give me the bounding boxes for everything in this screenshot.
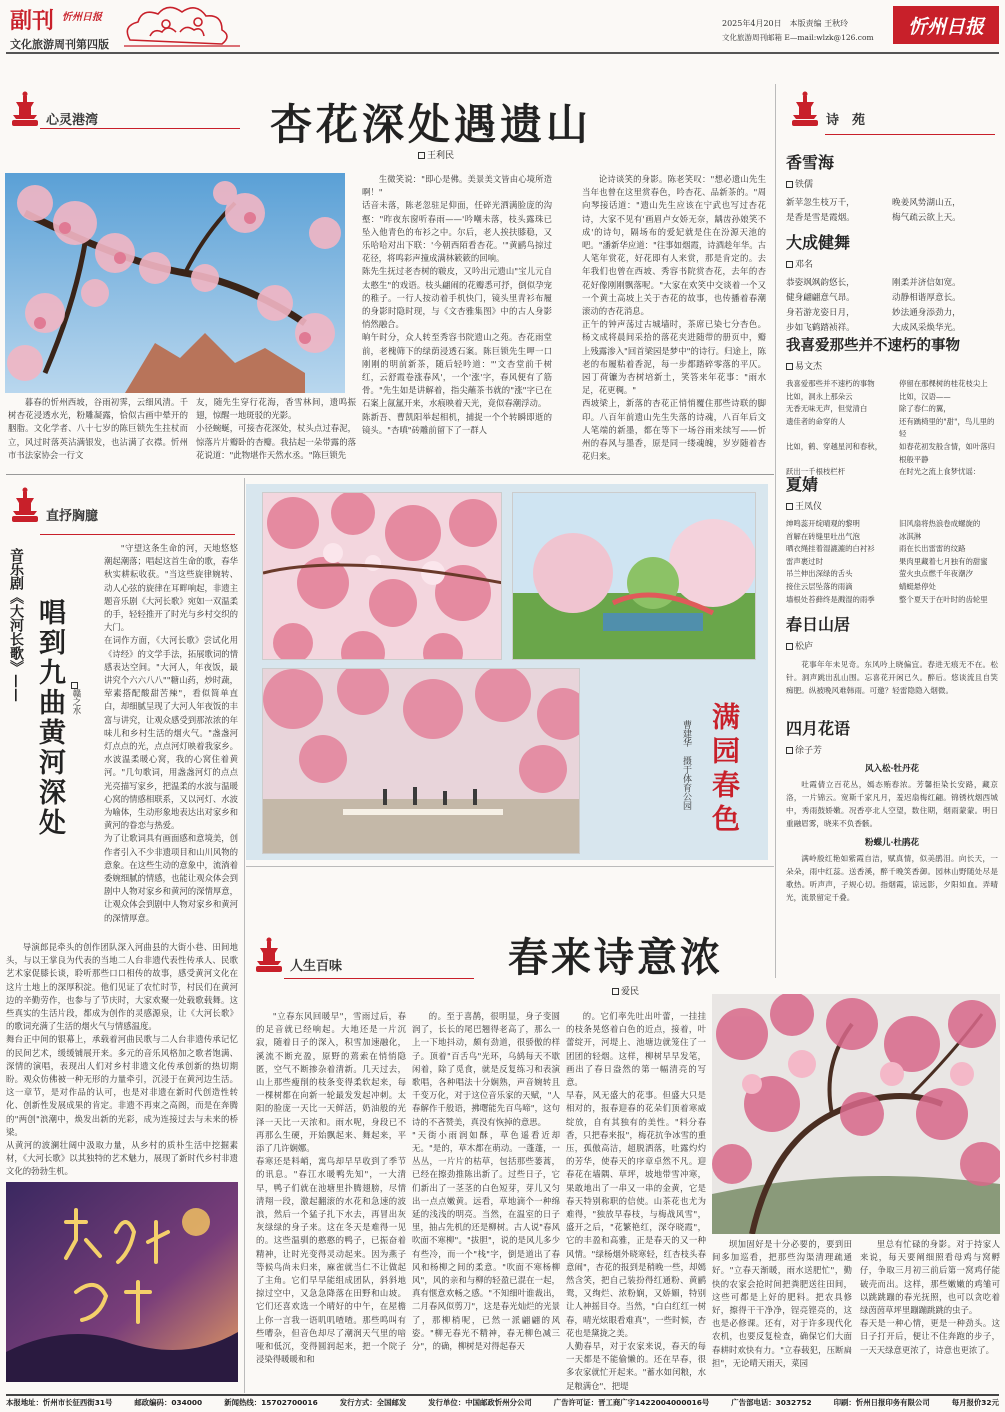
footer-distributor: 发行单位：中国邮政忻州分公司 — [428, 1398, 532, 1407]
peach-blossom-photo — [712, 994, 1000, 1234]
section-zhishu-label: 直抒胸臆 — [46, 509, 99, 524]
footer-address: 本报地址：忻州市长征西街31号 — [6, 1398, 113, 1407]
divider-row3 — [246, 866, 774, 867]
poem-title: 大成健舞 — [786, 233, 851, 252]
header-section-label: 副刊 — [10, 9, 55, 34]
article3-col4: 坝加固好是十分必要的，要到田间多加巡看，把那些沟渠清理疏通好。"立春天渐暖，雨水送肥忙"，勤快的农家会抢时间把粪肥送往田间，这些可都是上好的肥料。把农具修好，擦得干干净净，锃亮铿亮的，这也是必修课。还有，对于许多现代化农机，也要反复检查，确保它们大面春耕时欢快有力。"立春载犯，压断扁担"，无论晴天雨天，菜园 — [712, 1239, 852, 1368]
poem-author: 铁儒 — [786, 177, 998, 190]
pagoda-icon — [8, 486, 42, 526]
section-rensheng-label: 人生百味 — [290, 959, 343, 974]
collage-title: 满园春色 — [708, 702, 741, 838]
header-subtitle: 文化旅游周刊第四版 — [10, 38, 109, 51]
poem-title: 四月花语 — [786, 719, 851, 738]
poem-author: 邓名 — [786, 257, 998, 270]
pagoda-icon — [8, 90, 42, 130]
poem-author: 松庐 — [786, 639, 998, 652]
article1-col2: 友，随先生穿行花海，香雪林间，遗鸣振翅，惊醒一地斑驳的光影。 小径蜿蜒，可接杏花深处，杖头点过春泥，惊落片片瓣卧的杏瓣。我拈起一朵带露的落花说道："此物堪作天然水丞。"陈巨锁先 — [196, 397, 356, 460]
article2-author: 赣之水 — [70, 682, 82, 715]
section-rensheng — [252, 936, 342, 976]
poem-siyue: 四月花语 徐子芳 风入松·牡丹花 吐霞倩立百花丛，嫣态贿春浓。芳馨拒染长安路，藏京洛，一片锦云。宽斯千家凡月，羞迟扇梅红翩。锦锈枕烟西城中，秀雨鼓娇嫩。况香亭北人空望，数住期，烟雨蒙蒙。明日重融眉雾，晓来不负香骸。 粉蝶儿·杜鹃花 满岭殷红艳如紫霞自洁，赋真情，似美鹃泪。向长天，一朵朵，雨中红蕊。送香溪，醉千晚笑香御。园林山野随处尽是歌热。听声声，子规心切。指烟霞，谅远影，夕阳如血。弄晴光，流景留定千叠。 — [786, 716, 998, 904]
footer-price: 每月报价32元 — [951, 1398, 999, 1407]
section-shiyuan-rule — [825, 134, 995, 135]
divider-shiyuan — [775, 84, 776, 978]
pagoda-icon — [788, 90, 822, 130]
section-rensheng-rule — [284, 978, 474, 979]
poem-title: 夏婧 — [786, 475, 819, 494]
article3-author: 爱民 — [612, 984, 639, 997]
footer-hotline: 新闻热线：15702700016 — [224, 1398, 318, 1407]
article1-col1: 暮春的忻州西坡，谷雨初霁，云细风清。千树杏花浸透水光，粉雕凝露，恰似古画中晕开的胭脂。文化学者、八十七岁的陈巨锁先生拄杖而立，风过时落英沾满银发，也沾满了衣襟。忻州市书法家协会一行文 — [8, 397, 188, 460]
section-shiyuan-label: 诗 苑 — [826, 113, 866, 128]
poem-author: 徐子芳 — [786, 743, 998, 756]
header-email-line: 文化旅游周刊邮箱 E—mail:wlzk@126.com — [722, 33, 874, 42]
poem-subtitle: 风入松·牡丹花 — [865, 764, 919, 774]
article1-col4: 论诗谈笑的身影。陈老笑叹："想必遗山先生当年也曾在这里赏春色，吟杏花、品新茶的。"周向琴接话道："遗山先生应该在宁武也写过杏花诗，大家不见有'画眉卢女娇无奈，龋齿孙娘笑不成'的诗句，隔场布的爱妃就是住在汾源天池的吧。"潘新华应道："往事如烟霞，诗酒趁年华。古人笔年赏花，好花即有人来赏，那是肯定的。去年我们也曾在西坡、秀容书院赏杏花，去年的杏花好像刚刚飘落呢。"大家在欢笑中交谈着一个又一个黄土高坡上关于杏花的故事，也传播着春潮滚动的杏花消息。 正午的钟声荡过古城墙时，茶席已染七分杏色。杨文成将晨间采拾的落花夹进随带的册页中，瓣上残露渗入"回首梁园是梦中"的诗行。归途上，陈老的布履粘着香泥，每一步都踏碎零落的平仄。园丁荷镰为杏树培新土，笑答来年花事："雨水足，花更稠。" 西坡梁上，新落的杏花正悄悄覆住那些诗联的脚印。八百年前遗山先生失落的诗魂，八百年后文人笔端的新墨，都在等下一场谷雨来续写——忻州的春风与墨香，原是同一缕魂魄，岁岁随着杏花归来。 — [582, 174, 766, 462]
article1-author: 王利民 — [418, 148, 454, 161]
section-xinling — [8, 90, 98, 130]
collage-photo-1 — [262, 492, 502, 660]
poem-title: 香雪海 — [786, 153, 835, 172]
section-zhishu — [8, 486, 98, 526]
article3-col5: 里总有忙碌的身影。对于持家人来说，每天要阐细照看母鸡与窝孵仔，争取三月初三前后第一窝鸡仔能破壳而出。这样，那些嫩嫩的鸡雏可以跳跳蹦的春光抚照，也可以贪吃着绿茵茵草坪里蹦蹦跳跳的虫子。 春天是一种心情，更是一种劲头。这日子打开后，便让不住奔跑的步子，一天天绿意更浓了，诗意也更浓了。 — [860, 1239, 1000, 1355]
section-shiyuan — [788, 90, 865, 130]
article2-text-bottom: 导演郎昆牵头的创作团队深入河曲县的大街小巷、田间地头，与以王掌良为代表的当地二人台非遗代表性传承人、民歌艺术家促膝长谈，聆听那些口口相传的故事，感受黄河文化在这片土地上的深厚积淀。他们见证了农忙时节，村民们在黄河边的辛勤劳作，也参与了节庆时，大家欢聚一处载歌载舞。这些真实的生活片段，都成为创作的灵感源泉，让《大河长歌》的歌词充满了生活的烟火气与情感温度。 舞台正中间的银幕上，承载着河曲民歌与二人台非遗传承记忆的民间艺术，缓缓铺展开来。多元的音乐风格加之歌者饱满、深情的演唱，表现出人们对乡村非遗文化传承创新的热切期盼。观众仿佛被一种无形的力量牵引，沉浸于在黄河边生活。这一章节，是对作品的认可，也是对非遗在新时代创造性转化、创新性发展成果的肯定。非遗不再束之高阁，而是在奔腾的"两创"浪潮中，焕发出新的光彩，成为连接过去与未来的桥梁。 从黄河的波澜壮阔中汲取力量，从乡村的质朴生活中挖掘素材，《大河长歌》以其独特的艺术魅力，展现了新时代乡村非遗文化的勃勃生机。 — [6, 942, 238, 1177]
collage-photo-3 — [262, 668, 580, 854]
footer-printer: 印刷：忻州日报印务有限公司 — [833, 1398, 930, 1407]
dahe-changge-poster — [6, 1182, 238, 1382]
header-logo-small: 忻州日报 — [62, 12, 102, 23]
footer-distribution: 发行方式：全国邮发 — [339, 1398, 407, 1407]
article2-title-vertical: 唱到九曲黄河深处 — [34, 598, 65, 838]
poem-chunri: 春日山居 松庐 花事年年未见奇。东风吟上晓偏宜。春进无痕无不在。松针。洞声跳出乱山围。忘喜花开闲已久。醉后。悠谈流且自笑痴肥。纵被晚风难韩雨。可邀？轻雷隐隐入烟微。 — [786, 612, 998, 697]
poem-dacheng: 大成健舞 邓名 恭姿飒飒韵悠长， 刚柔并济信如宽。 健身翩翩意气昂。 动静相谐厚意长。 身若游龙姿日月， 妙法通身添劲力， 步如飞鹤踏祯祥。 大成风采焕华光。 — [786, 230, 998, 336]
poem-title: 春日山居 — [786, 615, 851, 634]
collage-credit: 曹建华 摄于体育公园 — [681, 720, 691, 810]
section-xinling-rule — [40, 128, 240, 129]
section-xinling-label: 心灵港湾 — [46, 113, 99, 128]
article3-col1: "立春东风回暖早"，雪雨过后，春的足音就已经响起。大地还是一片沉寂，随着日子的深入，积雪加速融化，溪流不断充盈，原野的蔫索在悄悄隐匿，空气不断掺杂着清新。几天过去，山上那些瘦削的枝条变得柔软起来，每一棵树都在向新一轮最发发起冲刺。太阳的脸庞一天比一天鲜活，奶油般的光泽一天比一天浓和。雨水呢，身段已不再那么生硬，开始飘起来、舞起来，平添了几许娴娜。 春寒还是料峭，寓鸟却早早收到了季节的讯息。"春江水暖鸭先知"，一大清早，鸭子们就在池塘里扑腾翅膀，尽情清翔一段，激起翻滚的水花和急速的波浪，然后一个猛子扎下水去，再冒出灰灰绿绿的身子来。这在冬天是难得一见的。这些温驯的憨憨的鸭子，已振奋着精神，让时光变得灵动起来。因为燕子等候鸟尚未归来，麻雀就当仁不让做起了主角。它们早早能组成团队，斜斜地掠过空中，又急急降落在田野和山坡。它们还喜欢选一个晴好的中午，在屋檐上你一言我一语叽叽喳喳。那些鸣叫有些嘈杂，但音色却尽了潮润天气里的喑哑和低沉，变得圆润起来，把一个院子浸染得暖暖和和 — [256, 1011, 406, 1365]
article3-title: 春来诗意浓 — [508, 934, 723, 981]
apricot-blossom-photo — [5, 173, 345, 393]
cloud-ornament-icon — [120, 2, 250, 50]
header-date-line: 2025年4月20日 本版责编 王秋玲 — [722, 19, 849, 28]
footer-rule — [6, 1394, 999, 1396]
article1-title: 杏花深处遇遗山 — [270, 100, 593, 149]
section-zhishu-rule — [40, 534, 235, 535]
footer-ad-license: 广告许可证：晋工商广字1422004000016号 — [553, 1398, 710, 1407]
header-rule — [6, 52, 999, 54]
divider-col-left — [244, 478, 245, 1393]
footer-bar — [6, 1397, 999, 1408]
poem-title: 我喜爱那些并不速朽的事物 — [786, 337, 960, 354]
poem-subtitle: 粉蝶儿·杜鹃花 — [865, 838, 919, 848]
poem-author: 王凤仪 — [786, 499, 998, 512]
footer-ad-phone: 广告部电话：3032752 — [731, 1398, 812, 1407]
poem-xiai: 我喜爱那些并不速朽的事物 易文杰 我喜爱那些并不速朽的事物 停留在那棵树的桂花枝尖上 比如，洞永上那朵云 比如，汉语—— 无香无味无声，但觉清白 除了春仁的翼， 遗佳者的命穿的人 还有踽椅里的"甜"，鸟儿里的轻 比如，鹤、穿越星河和春秋， 如春花初发般含情，如叶落归根般平静 跃出一千根枝栏杆 在时光之流上食梦忧谣： — [786, 334, 998, 479]
poem-xiangxuehai: 香雪海 铁儒 新苹忽生枝万千， 晚姜风势湖山五， 是香是雪是霞烟。 梅气疏云欲上天。 — [786, 150, 998, 226]
divider-row2 — [6, 474, 774, 475]
article3-col2: 的。至于喜鹊，很明显，身子变圆润了，长长的尾巴翘得老高了，那么一上一下地抖动，颇有劲道，很骄傲的样子。顶着"百舌鸟"光环，乌鸫每天不歇闲着，除了觅食，就是反复练习和表演歌唱，各种唱法十分娴熟，声音婉转且千变万化，对于这位音乐家的天赋，"人春解作千般语，拂曙能先百鸟啼"，这句诗的不吝赞美，真没有恢掉的意思。 "天街小雨润如酥，草色遥看近却无。"是的，草木都在萌动。一蓬蓬，一丛丛，一片片的枯草，包括那些蒌蒿，已经在擦劲推陈出新了。过些日子，它们新出了一茎茎的白色短芽，芽儿又匀出一点点嫩黄。远看，草地滴个一种绵延的浅浅的明亮。当然，在温室的日子里，抽占先机的还是柳树。古人说"春风吹面不寒柳"。"拔胆"，说的是风儿多少有些冷，而一个"栈"字，倒是道出了春风和杨柳之间的柔意。"吹面不寒杨柳风"，风的亲和与柳的轻盈已混在一起，真有惬意欢畅之感。"不知细叶谁裁出，二月春风似剪刀"，这是春光灿烂的光景了，那柳梢呢，已然一派翩翩的风姿。"柳无春光不精神，春无柳色减三分"，的确，柳树是对得起春天 — [412, 1011, 560, 1352]
poem-author: 易文杰 — [786, 359, 998, 372]
masthead-logo: 忻州日报 — [893, 6, 999, 44]
article1-col3: 生微笑说："即心是佛。美景美文皆由心境所造啊！" 话音未落，陈老忽驻足仰面，任碎光洒满脸庞的沟壑："昨夜东窗听春雨——'吟嘲未落，枝头露珠已坠入他青色的布衫之中。尔后，老人挨扶膝稳，又乐哈哈对出下联：'今朝西陌看杏花。'"黄鹂鸟掠过花径，将鸣彩声撞成满林簌簌的回响。 陈先生抚过老杏树的皲皮，又吟出元遗山"宝儿元自太憨生"的戏语。枝头翩闹的花瓣悉可抒，倒似孕宠的稚子。一行人按动着手机快门，镜头里青衫布履的身影时隐时现，与《文杏雅集图》中的古人身影悄然融合。 晌午时分，众人转至秀容书院遗山之苑。杏花雨堂前，老槐筛下的绿荫浸透石案。陈巨锁先生呷一口刚刚的明前新茶，随后轻吟道："'文杏堂前千树红，云舒霞卷涨春风'，一个'涨'字，春风便有了筋骨。"先生如是讲解着，指尖蘸茶书就的"涨"字已在石案上氤氲开来，水痕映着天光，竟似春潮浮动。 陈新吾、曹凯阳举起相机，捕捉一个个转瞬即逝的镜头。"杏嗔"砖雕前留下了一群人 — [362, 174, 552, 435]
footer-postcode: 邮政编码：034000 — [134, 1398, 203, 1407]
article2-text-top: "守望这条生命的河，天地悠悠潮起潮落；唱起这首生命的歌，春华秋实耕耘收获。"当这些旋律婉转、动人心弦的旋律在耳畔响起，非遗主题音乐剧《大河长歌》宛如一双温柔的手，轻轻推开了时光与乡村交织的大门。 在词作方面，《大河长歌》尝试化用《诗经》的文学手法，拓展歌词的情感表达空间。"大河人，年夜饭，最讲究个六六八八""糖山药，炒时蔬，荤素搭配酸甜苦辣"，看似简单直白，却细腻呈现了大河人年夜饭的丰富与讲究，让观众感受到那浓浓的年味儿和乡村生活的烟火气。"盏盏河灯点点的光，点点河灯映着我家乡。水波温柔暖心窝，我的心窝住着黄河。"几句歌词，用盏盏河灯的点点光亮描写家乡，把温柔的水波与温暖心窝的情感相联系，又以河灯、水波为喻体，生动形象地表达出对家乡和黄河的眷恋与热爱。 为了让歌词具有画面感和意境美，创作者引入不少非遗项目和山川风物的意象。在这些生动的意象中，流淌着委婉细腻的情感，也能让观众体会到剧中人物对家乡和黄河的深情厚意，让观众体会到剧中人物对家乡和黄河的深情厚意。 — [104, 543, 238, 923]
article3-col3: 的。它们率先吐出叶蕾，一挂挂的枝条晃悠着白色的近点，接着，叶蕾绽开，河堤上、池塘边就笼住了一团团的轻烟。这样，柳树早早发笔，画出了春日盎然的第一幅清亮的写意。 早春，风无盛大的花事。但盛大只是相对的，报春迎春的花朵们顶着寒威绽放，自有其独有的美性。"料分春香，只把春来报"，梅花抗争冰雪的重压，孤傲高洁，超脱洒落，吐露灼灼的芳华，使春天的序章卓然不凡。迎春花在墙隅、草坪，坡地带雪冲寒，果敢地出了一串又一串的金黄，它是春天特别称职的信使。山茶花也尤为难得，"独放早春枝，与梅战风雪"，盛开之后，"花繁艳红，深夺晓霞"，它的丰盈和高雅，正是春天的又一种风情。"绿杨烟外晓寒轻，红杏枝头春意闹"，杏花的报到是稍晚一些，却嫣然含笑，把自己装扮得红通粉、黄鹂鸳，又绚烂、浓粉娴，又娇媚，特别让人神摇目夺。当然，"白白红红一树春，晴光炫眼看难真"，一些时候，杏花也是黛拢之美。 人勤春早，对于农家来说，春天的每一天都是不能偷懒的。还在早春，很多农家就忙开起来。"蓄水如闰粮，水足粮满仓"，把堤 — [566, 1011, 706, 1390]
article2-subtitle-vertical: 音乐剧《大河长歌》—— — [8, 548, 24, 702]
pagoda-icon — [252, 936, 286, 976]
collage-photo-2 — [512, 492, 756, 660]
poem-xiajing: 夏婧 王凤仪 绅鸣蕊开绽晴观的黎明 旧风扇将热浪卷成螺旋的 首解在砖缝里吐出气泡 冰淇淋 晒衣绳挂着湿漉漉的白衬衫 雨在长出雷雷的纹路 雷声裹过时 果肉里藏着七月独有的甜蜜 吊兰伸出深绿的舌头 萤火虫点燃千年夜潮汐 接住云层坠落的雨滴 蜻蜓悬停处 墙根处苔藓终是溅湿的雨季 整个夏天于在叶时的齿轮里 — [786, 472, 998, 606]
